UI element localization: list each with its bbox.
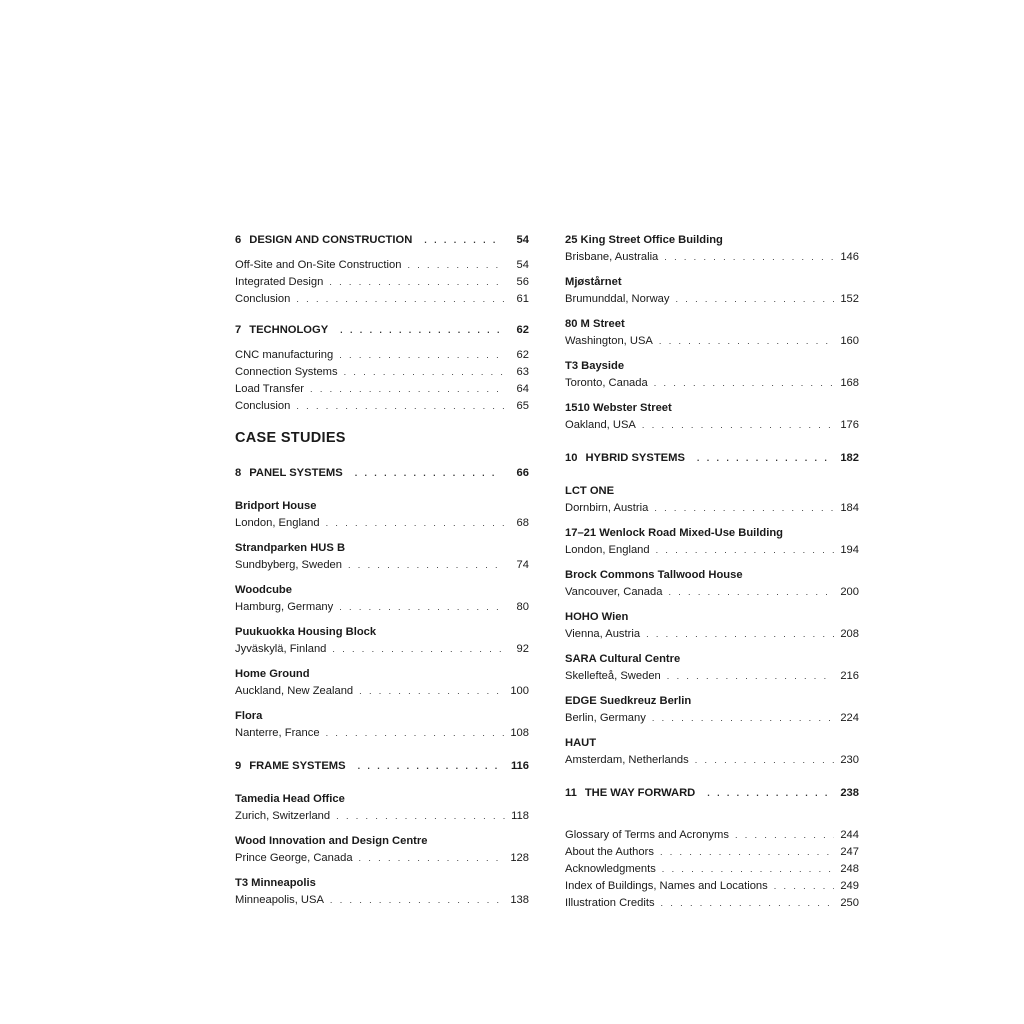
page-number: 80 [516, 601, 529, 613]
chapter-heading[interactable] [235, 232, 529, 249]
page-number: 62 [516, 324, 529, 336]
chapter-heading[interactable] [235, 322, 529, 339]
entry-label: Load Transfer [235, 383, 305, 395]
toc-entry[interactable] [565, 895, 859, 912]
case-study-location: Amsterdam, Netherlands [565, 754, 689, 766]
chapter-heading[interactable] [235, 758, 529, 775]
page-number: 116 [510, 760, 529, 772]
dot-leader [774, 878, 835, 895]
page-number: 92 [516, 643, 529, 655]
case-study-location: Prince George, Canada [235, 852, 353, 864]
case-study-title: HOHO Wien [565, 611, 629, 623]
chapter-number: 7 [235, 324, 242, 336]
case-study-title: 80 M Street [565, 318, 625, 330]
dot-leader [667, 668, 835, 685]
page-number: 160 [840, 335, 859, 347]
chapter-9-continued [565, 232, 859, 434]
chapter-title: FRAME SYSTEMS [249, 760, 346, 772]
page-number: 66 [516, 467, 529, 479]
dot-leader [339, 347, 505, 364]
dot-leader [695, 752, 835, 769]
toc-entry[interactable] [565, 878, 859, 895]
case-study-location: Brumunddal, Norway [565, 293, 670, 305]
page-number: 118 [511, 810, 529, 822]
case-study-entry[interactable] [565, 316, 859, 350]
case-study-entry[interactable] [235, 875, 529, 909]
chapter-number: 10 [565, 452, 578, 464]
toc-entry[interactable] [235, 398, 529, 415]
dot-leader [660, 844, 834, 861]
dot-leader [697, 450, 828, 467]
case-study-title: Brock Commons Tallwood House [565, 569, 743, 581]
dot-leader [642, 417, 834, 434]
toc-entry[interactable] [235, 257, 529, 274]
toc-entry[interactable] [235, 364, 529, 381]
case-study-entry[interactable] [565, 567, 859, 601]
page-number: 249 [840, 880, 859, 892]
section-heading: CASE STUDIES [235, 430, 346, 446]
chapter-title: THE WAY FORWARD [584, 787, 696, 799]
case-study-location: London, England [235, 517, 320, 529]
dot-leader [664, 249, 834, 266]
page-number: 128 [510, 852, 529, 864]
case-study-title: Mjøstårnet [565, 276, 622, 288]
case-study-title: LCT ONE [565, 485, 615, 497]
entry-label: Acknowledgments [565, 863, 656, 875]
page-number: 138 [510, 894, 529, 906]
case-study-entry[interactable] [565, 358, 859, 392]
case-study-title: Bridport House [235, 500, 317, 512]
case-study-location: Toronto, Canada [565, 377, 648, 389]
case-study-title: Strandparken HUS B [235, 542, 346, 554]
case-study-location: Auckland, New Zealand [235, 685, 354, 697]
dot-leader [358, 758, 499, 775]
dot-leader [662, 861, 835, 878]
case-study-entry[interactable] [565, 693, 859, 727]
case-study-title: Tamedia Head Office [235, 793, 345, 805]
case-study-entry[interactable] [235, 791, 529, 825]
case-study-title: Woodcube [235, 584, 292, 596]
entry-label: Conclusion [235, 400, 291, 412]
chapter-number: 6 [235, 234, 242, 246]
case-study-title: HAUT [565, 737, 597, 749]
toc-entry[interactable] [235, 381, 529, 398]
case-study-location: Jyväskylä, Finland [235, 643, 327, 655]
entry-label: Connection Systems [235, 366, 338, 378]
dot-leader [344, 364, 505, 381]
dot-leader [654, 375, 835, 392]
entry-label: CNC manufacturing [235, 349, 334, 361]
case-study-title: EDGE Suedkreuz Berlin [565, 695, 692, 707]
page-number: 62 [516, 349, 529, 361]
page-number: 200 [840, 586, 859, 598]
case-study-entry[interactable] [565, 274, 859, 308]
page-number: 194 [840, 544, 859, 556]
chapter-title: TECHNOLOGY [249, 324, 329, 336]
chapter-number: 8 [235, 467, 242, 479]
chapter-10 [565, 450, 859, 769]
toc-right-column [565, 232, 859, 926]
page-number: 61 [516, 293, 529, 305]
chapter-title: HYBRID SYSTEMS [585, 452, 685, 464]
dot-leader [668, 584, 834, 601]
case-study-location: Washington, USA [565, 335, 653, 347]
page-number: 64 [516, 383, 529, 395]
dot-leader [340, 322, 499, 339]
chapter-number: 11 [565, 787, 577, 799]
entry-label: Conclusion [235, 293, 291, 305]
chapter-11 [565, 785, 859, 912]
entry-label: Illustration Credits [565, 897, 655, 909]
dot-leader [310, 381, 505, 398]
page-number: 238 [840, 787, 859, 799]
chapter-title: DESIGN AND CONSTRUCTION [249, 234, 413, 246]
case-study-entry[interactable] [235, 666, 529, 700]
page-number: 250 [840, 897, 859, 909]
case-study-title: 25 King Street Office Building [565, 234, 723, 246]
case-study-entry[interactable] [565, 609, 859, 643]
entry-label: Index of Buildings, Names and Locations [565, 880, 768, 892]
toc-left-column [235, 232, 529, 923]
toc-entry[interactable] [235, 291, 529, 308]
dot-leader [359, 683, 504, 700]
case-study-location: Minneapolis, USA [235, 894, 324, 906]
dot-leader [359, 850, 505, 867]
case-study-title: 1510 Webster Street [565, 402, 672, 414]
chapter-heading[interactable] [565, 785, 859, 802]
chapter-7 [235, 322, 529, 415]
case-study-entry[interactable] [235, 708, 529, 742]
chapter-heading[interactable] [235, 465, 529, 482]
entry-label: Off-Site and On-Site Construction [235, 259, 402, 271]
case-study-title: Flora [235, 710, 263, 722]
toc-entry[interactable] [565, 861, 859, 878]
dot-leader [707, 785, 828, 802]
chapter-6 [235, 232, 529, 308]
dot-leader [646, 626, 834, 643]
dot-leader [330, 892, 504, 909]
chapter-title: PANEL SYSTEMS [249, 467, 343, 479]
case-study-entry[interactable] [565, 651, 859, 685]
dot-leader [735, 827, 834, 844]
chapter-heading[interactable] [565, 450, 859, 467]
dot-leader [355, 465, 499, 482]
page-number: 224 [840, 712, 859, 724]
case-study-location: Berlin, Germany [565, 712, 646, 724]
toc-entry[interactable] [235, 347, 529, 364]
case-study-entry[interactable] [235, 582, 529, 616]
case-study-location: Hamburg, Germany [235, 601, 334, 613]
dot-leader [326, 515, 505, 532]
dot-leader [424, 232, 499, 249]
dot-leader [652, 710, 835, 727]
page-number: 168 [840, 377, 859, 389]
page-number: 54 [516, 259, 529, 271]
page-number: 74 [516, 559, 529, 571]
case-study-title: Home Ground [235, 668, 310, 680]
case-study-title: Puukuokka Housing Block [235, 626, 377, 638]
toc-entry[interactable] [235, 274, 529, 291]
dot-leader [339, 599, 505, 616]
dot-leader [656, 542, 835, 559]
page-number: 54 [516, 234, 529, 246]
dot-leader [348, 557, 505, 574]
toc-entry[interactable] [565, 844, 859, 861]
dot-leader [661, 895, 835, 912]
case-study-entry[interactable] [235, 540, 529, 574]
page-number: 247 [840, 846, 859, 858]
case-study-title: Wood Innovation and Design Centre [235, 835, 428, 847]
case-study-title: 17–21 Wenlock Road Mixed-Use Building [565, 527, 784, 539]
entry-label: Glossary of Terms and Acronyms [565, 829, 729, 841]
case-study-title: T3 Minneapolis [235, 877, 316, 889]
dot-leader [296, 398, 505, 415]
page-number: 152 [840, 293, 859, 305]
case-study-location: Vienna, Austria [565, 628, 641, 640]
case-study-location: Sundbyberg, Sweden [235, 559, 342, 571]
case-study-location: Skellefteå, Sweden [565, 670, 661, 682]
case-study-location: Nanterre, France [235, 727, 320, 739]
case-study-entry[interactable] [565, 483, 859, 517]
case-study-location: London, England [565, 544, 650, 556]
page-number: 182 [840, 452, 859, 464]
page-number: 208 [840, 628, 859, 640]
page-number: 63 [516, 366, 529, 378]
dot-leader [659, 333, 834, 350]
page-number: 248 [840, 863, 859, 875]
dot-leader [654, 500, 834, 517]
page-number: 68 [516, 517, 529, 529]
case-study-location: Vancouver, Canada [565, 586, 663, 598]
page-number: 176 [840, 419, 859, 431]
chapter-number: 9 [235, 760, 242, 772]
dot-leader [675, 291, 834, 308]
case-study-entry[interactable] [235, 498, 529, 532]
page-number: 216 [840, 670, 859, 682]
chapter-8 [235, 465, 529, 742]
dot-leader [329, 274, 505, 291]
case-study-entry[interactable] [565, 232, 859, 266]
case-study-location: Dornbirn, Austria [565, 502, 649, 514]
case-study-location: Oakland, USA [565, 419, 636, 431]
page-number: 230 [840, 754, 859, 766]
case-study-entry[interactable] [235, 833, 529, 867]
page-number: 100 [510, 685, 529, 697]
dot-leader [326, 725, 505, 742]
case-study-entry[interactable] [565, 525, 859, 559]
case-study-title: SARA Cultural Centre [565, 653, 681, 665]
chapter-9 [235, 758, 529, 909]
page-number: 146 [840, 251, 859, 263]
page-number: 56 [516, 276, 529, 288]
page-number: 244 [840, 829, 859, 841]
case-study-entry[interactable] [565, 735, 859, 769]
dot-leader [336, 808, 505, 825]
case-study-title: T3 Bayside [565, 360, 625, 372]
entry-label: About the Authors [565, 846, 654, 858]
case-study-location: Brisbane, Australia [565, 251, 659, 263]
dot-leader [296, 291, 505, 308]
page-number: 184 [840, 502, 859, 514]
dot-leader [332, 641, 505, 658]
toc-entry[interactable] [565, 827, 859, 844]
case-study-entry[interactable] [565, 400, 859, 434]
page-number: 108 [510, 727, 529, 739]
case-study-entry[interactable] [235, 624, 529, 658]
dot-leader [407, 257, 505, 274]
entry-label: Integrated Design [235, 276, 324, 288]
page-number: 65 [516, 400, 529, 412]
case-study-location: Zurich, Switzerland [235, 810, 331, 822]
